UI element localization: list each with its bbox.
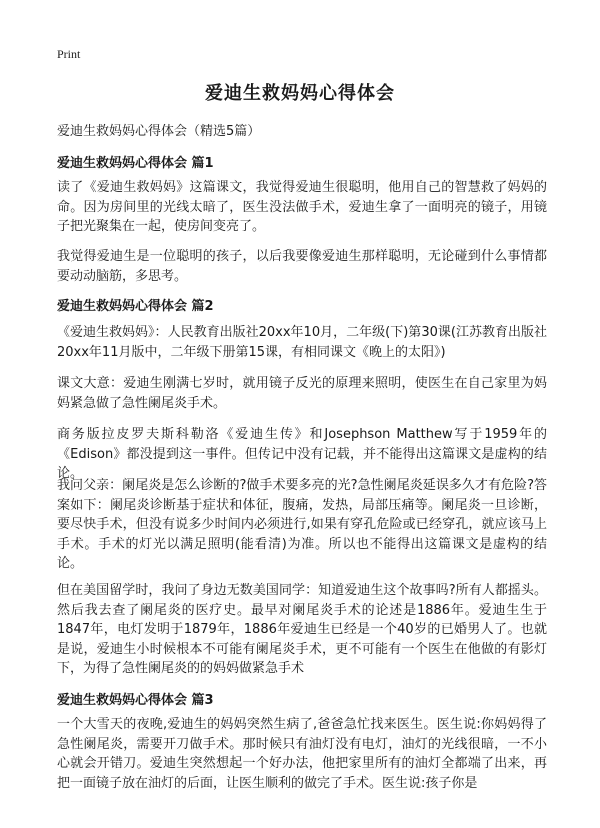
section-heading-3: 爱迪生救妈妈心得体会 篇3	[57, 693, 214, 708]
paragraph: 但在美国留学时，我问了身边无数美国同学：知道爱迪生这个故事吗?所有人都摇头。然后我去查了阑尾炎的医疗史。最早对阑尾炎手术的论述是1886年。爱迪生生于1847年，电灯发明于1879年，1886年爱迪生已经是一个40岁的已婚男人了。也就是说，爱迪生小时候根本不可能有阑尾炎手术，更不可能有一个医生在他做的有影灯下，为得了急性阑尾炎的的妈妈做紧急手术	[57, 583, 547, 676]
document-subtitle: 爱迪生救妈妈心得体会（精选5篇）	[57, 124, 261, 139]
paragraph: 我觉得爱迪生是一位聪明的孩子，以后我要像爱迪生那样聪明，无论碰到什么事情都要动动脑筋，多思考。	[57, 249, 547, 284]
paragraph: 我问父亲：阑尾炎是怎么诊断的?做手术要多亮的光?急性阑尾炎延误多久才有危险?答案如下：阑尾炎诊断基于症状和体征，腹痛，发热，局部压痛等。阑尾炎一旦诊断，要尽快手术，但没有说多少时间内必须进行,如果有穿孔危险或已经穿孔，就应该马上手术。手术的灯光以满足照明(能看清)为准。所以也不能得出这篇课文是虚构的结论。	[57, 478, 547, 571]
section-heading-2: 爱迪生救妈妈心得体会 篇2	[57, 299, 214, 314]
section-heading-1: 爱迪生救妈妈心得体会 篇1	[57, 156, 214, 171]
paragraph: 商务版拉皮罗夫斯科勒洛《爱迪生传》和Josephson Matthew写于1959年的《Edison》都没提到这一事件。但传记中没有记载，并不能得出这篇课文是虚构的结论。	[57, 427, 547, 481]
print-link[interactable]: Print	[57, 47, 81, 61]
paragraph: 课文大意：爱迪生刚满七岁时，就用镜子反光的原理来照明，使医生在自己家里为妈妈紧急做了急性阑尾炎手术。	[57, 376, 547, 411]
paragraph: 一个大雪天的夜晚,爱迪生的妈妈突然生病了,爸爸急忙找来医生。医生说:你妈妈得了急性阑尾炎，需要开刀做手术。那时候只有油灯没有电灯，油灯的光线很暗，一不小心就会开错刀。爱迪生突然想起一个好办法，他把家里所有的油灯全都端了出来，再把一面镜子放在油灯的后面，让医生顺利的做完了手术。医生说:孩子你是	[57, 717, 547, 791]
paragraph: 读了《爱迪生救妈妈》这篇课文，我觉得爱迪生很聪明，他用自己的智慧救了妈妈的命。因为房间里的光线太暗了，医生没法做手术，爱迪生拿了一面明亮的镜子，用镜子把光聚集在一起，使房间变亮了。	[57, 180, 547, 234]
paragraph: 《爱迪生救妈妈》：人民教育出版社20xx年10月，二年级(下)第30课(江苏教育出版社20xx年11月版中，二年级下册第15课，有相同课文《晚上的太阳》)	[57, 325, 547, 360]
page-title: 爱迪生救妈妈心得体会	[205, 83, 395, 104]
